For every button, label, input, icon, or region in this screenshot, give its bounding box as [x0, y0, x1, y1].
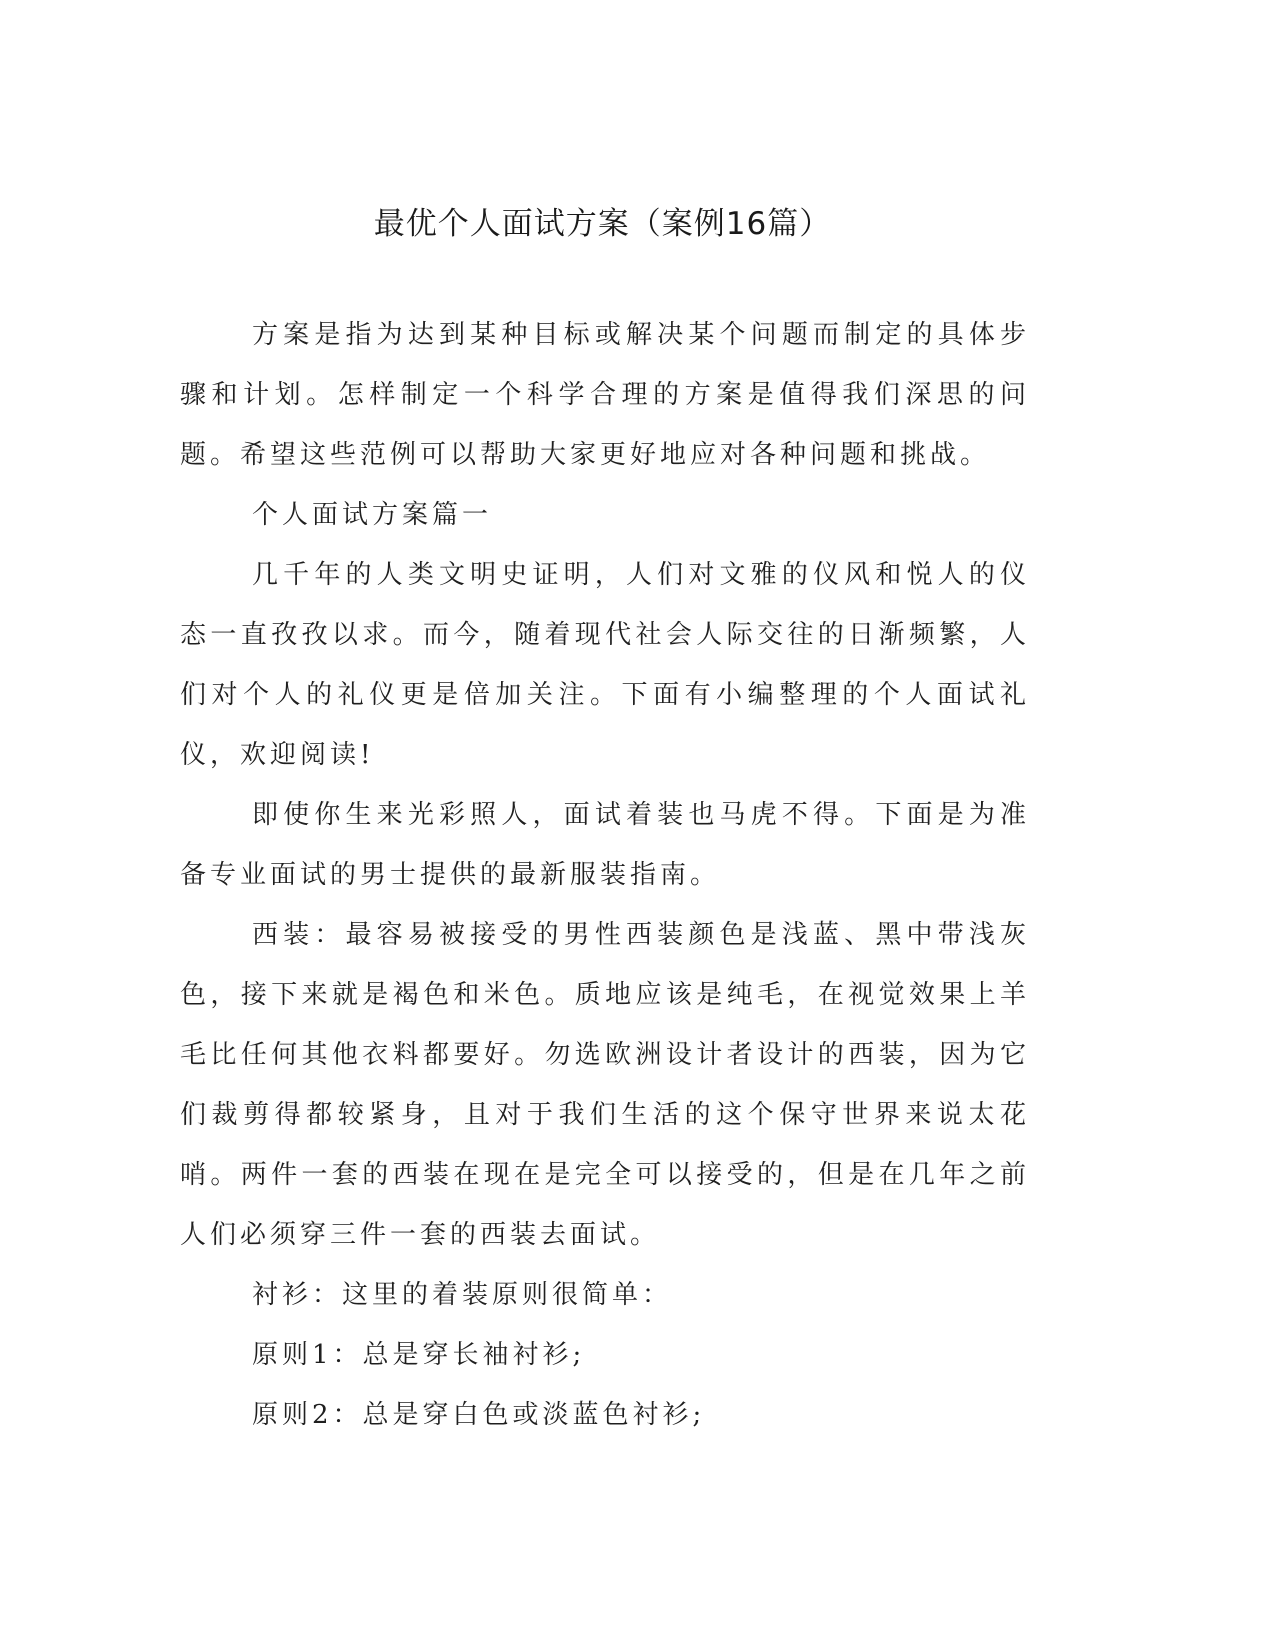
section-heading: 个人面试方案篇一: [252, 500, 493, 530]
body-paragraph: 西装：最容易被接受的男性西装颜色是浅蓝、黑中带浅灰色，接下来就是褐色和米色。质地应该是纯毛，在视觉效果上羊毛比任何其他衣料都要好。勿选欧洲设计者设计的西装，因为它们裁剪得都较紧身，且对于我们生活的这个保守世界来说太花哨。两件一套的西装在现在是完全可以接受的，但是在几年之前人们必须穿三件一套的西装去面试。: [180, 920, 1030, 1250]
body-paragraph: 即使你生来光彩照人，面试着装也马虎不得。下面是为准备专业面试的男士提供的最新服装指南。: [180, 800, 1030, 890]
document-title: 最优个人面试方案（案例16篇）: [373, 206, 832, 242]
rule-item: 原则1：总是穿长袖衬衫;: [252, 1340, 586, 1370]
body-paragraph: 衬衫：这里的着装原则很简单：: [252, 1280, 673, 1310]
rule-item: 原则2：总是穿白色或淡蓝色衬衫;: [252, 1400, 706, 1430]
intro-paragraph: 方案是指为达到某种目标或解决某个问题而制定的具体步骤和计划。怎样制定一个科学合理的方案是值得我们深思的问题。希望这些范例可以帮助大家更好地应对各种问题和挑战。: [180, 320, 1030, 470]
document-body: [180, 305, 1030, 1445]
body-paragraph: 几千年的人类文明史证明，人们对文雅的仪风和悦人的仪态一直孜孜以求。而今，随着现代社会人际交往的日渐频繁，人们对个人的礼仪更是倍加关注。下面有小编整理的个人面试礼仪，欢迎阅读!: [180, 560, 1030, 770]
